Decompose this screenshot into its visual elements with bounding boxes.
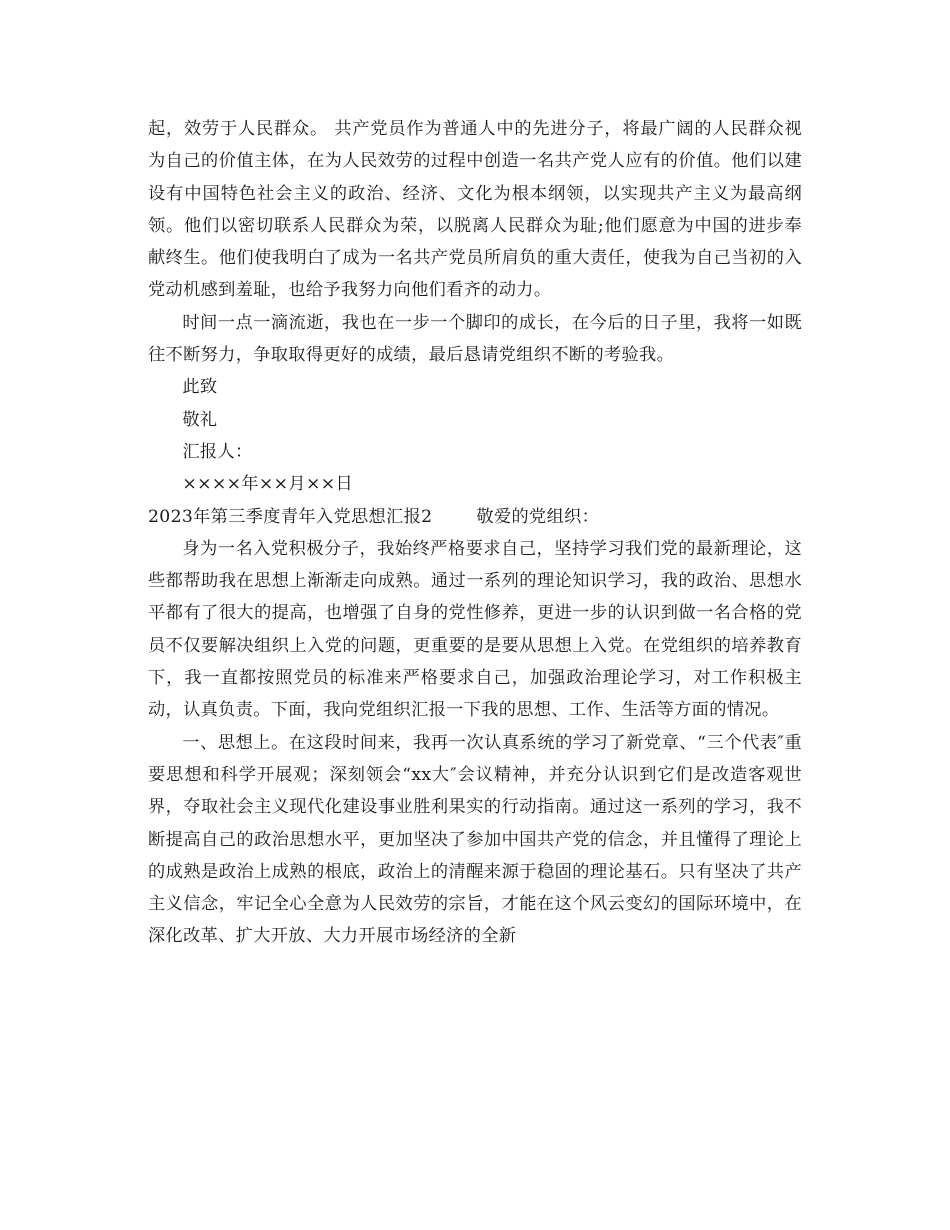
report-date: ××××年××月××日 [182,474,354,495]
paragraph-activist: 身为一名入党积极分子，我始终严格要求自己，坚持学习我们党的最新理论，这些都帮助我在思想上渐渐走向成熟。通过一系列的理论知识学习，我的政治、思想水平都有了很大的提高，也增强了自身的党性修养，更进一步的认识到做一名合格的党员不仅要解决组织上入党的问题，更重要的是要从思想上入党。在党组织的培养教育下，我一直都按照党员的标准来严格要求自己，加强政治理论学习，对工作积极主动，认真负责。下面，我向党组织汇报一下我的思想、工作、生活等方面的情况。 [148,538,802,721]
section2-greeting: 敬爱的党组织： [476,506,600,527]
paragraph-continuation: 起，效劳于人民群众。 共产党员作为普通人中的先进分子，将最广阔的人民群众视为自己的价值主体，在为人民效劳的过程中创造一名共产党人应有的价值。他们以建设有中国特色社会主义的政治、经济、文化为根本纲领，以实现共产主义为最高纲领。他们以密切联系人民群众为荣，以脱离人民群众为耻;他们愿意为中国的进步奉献终生。他们使我明白了成为一名共产党员所肩负的重大责任，使我为自己当初的入党动机感到羞耻，也给予我努力向他们看齐的动力。 [148,119,802,301]
closing-regards: 敬礼 [182,409,218,430]
reporter-label: 汇报人： [182,441,253,462]
document-body [148,113,802,953]
paragraph-ideology: 一、思想上。在这段时间来，我再一次认真系统的学习了新党章、“三个代表″重要思想和科学开展观；深刻领会“xx大″会议精神，并充分认识到它们是改造客观世界，夺取社会主义现代化建设事业胜利果实的行动指南。通过这一系列的学习，我不断提高自己的政治思想水平，更加坚决了参加中国共产党的信念，并且懂得了理论上的成熟是政治上成熟的根底，政治上的清醒来源于稳固的理论基石。只有坚决了共产主义信念，牢记全心全意为人民效劳的宗旨，才能在这个风云变幻的国际环境中，在深化改革、扩大开放、大力开展市场经济的全新 [148,732,802,947]
section2-title: 2023年第三季度青年入党思想汇报2 [148,506,433,527]
closing-salutation: 此致 [182,377,218,398]
section2-heading-line [148,501,802,533]
paragraph-time-passing: 时间一点一滴流逝，我也在一步一个脚印的成长，在今后的日子里，我将一如既往不断努力，争取取得更好的成绩，最后恳请党组织不断的考验我。 [148,312,802,366]
